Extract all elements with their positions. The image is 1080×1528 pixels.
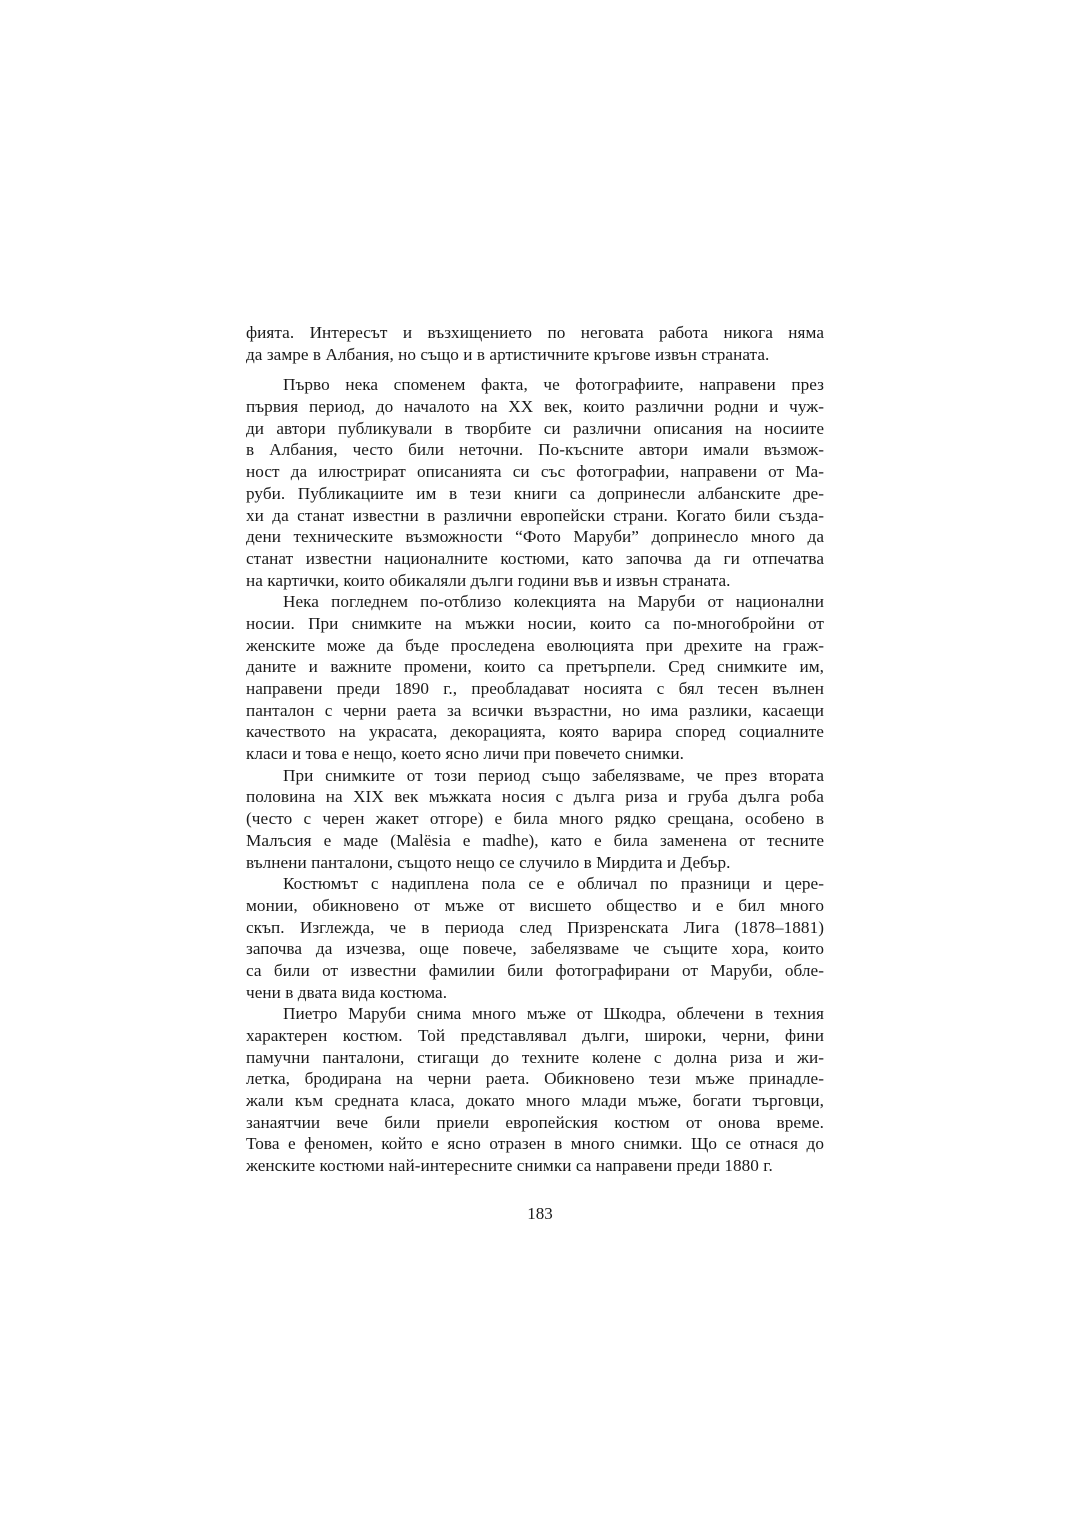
text-line: женските костюми най-интересните снимки са направени преди 1880 г. (246, 1156, 773, 1176)
text-line: в Албания, често били неточни. По-късните автори имали възмож- (246, 440, 824, 460)
paragraph-spacer (246, 365, 824, 374)
page-number: 183 (527, 1204, 553, 1223)
paragraph (246, 765, 824, 873)
text-line: занаятчии вече били приели европейския костюм от онова време. (246, 1112, 824, 1132)
paragraph (246, 374, 824, 591)
paragraph (246, 591, 824, 765)
text-line: направени преди 1890 г., преобладават носията с бял тесен вълнен (246, 679, 824, 698)
text-line: женските може да бъде проследена еволюцията при дрехите на граж- (246, 635, 824, 655)
text-line: характерен костюм. Той представлявал дълги, широки, черни, фини (246, 1026, 824, 1045)
text-line: Нека погледнем по-отблизо колекцията на Маруби от национални (283, 592, 824, 612)
text-line: Пиетро Маруби снима много мъже от Шкодра, облечени в техния (283, 1004, 824, 1024)
text-line: (често с черен жакет отгоре) е била много рядко срещана, особено в (246, 809, 824, 829)
text-line: станат известни националните костюми, като започва да ги отпечатва (246, 548, 824, 568)
text-line: да замре в Албания, но също и в артистичните кръгове извън страната. (246, 344, 770, 364)
text-line: монии, обикновено от мъже от висшето общество и е бил много (246, 895, 824, 915)
text-line: половина на XIX век мъжката носия с дълга риза и груба дълга роба (246, 787, 824, 807)
text-line: вълнени панталони, същото нещо се случило в Мирдита и Дебър. (246, 852, 731, 872)
text-line: на картички, които обикаляли дълги години във и извън страната. (246, 570, 731, 590)
text-line: качеството на украсата, декорацията, която варира според социалните (246, 722, 824, 742)
paragraph (246, 873, 824, 1003)
text-line: фията. Интересът и възхищението по неговата работа никога няма (246, 323, 824, 342)
text-line: Малъсия е маде (Malësia e madhe), като е била заменена от тесните (246, 830, 824, 850)
text-line: летка, бродирана на черни раета. Обикновено тези мъже принадле- (246, 1069, 824, 1089)
text-line: скъп. Изглежда, че в периода след Призренската Лига (1878–1881) (246, 917, 824, 937)
text-line: дени техническите възможности “Фото Маруби” допринесло много да (246, 527, 824, 547)
text-line: При снимките от този период също забелязваме, че през втората (283, 765, 824, 785)
paragraph (246, 1003, 824, 1177)
text-line: класи и това е нещо, което ясно личи при повечето снимки. (246, 744, 684, 764)
text-line: хи да станат известни в различни европейски страни. Когато били създа- (246, 505, 824, 525)
text-line: първия период, до началото на XX век, които различни родни и чуж- (246, 397, 824, 417)
paragraph (246, 322, 824, 365)
text-line: чени в двата вида костюма. (246, 982, 448, 1002)
text-line: панталон с черни раета за всички възрастни, но има разлики, касаещи (246, 700, 824, 720)
text-line: носии. При снимките на мъжки носии, които са по-многобройни от (246, 613, 824, 633)
text-line: започва да изчезва, още повече, забелязваме че същите хора, които (246, 939, 824, 959)
text-line: руби. Публикациите им в тези книги са допринесли албанските дре- (246, 483, 824, 503)
text-line: Това е феномен, който е ясно отразен в много снимки. Що се отнася до (246, 1134, 824, 1154)
text-line: са били от известни фамилии били фотографирани от Маруби, обле- (246, 960, 824, 980)
text-line: ди автори публикували в творбите си различни описания на носиите (246, 418, 824, 438)
text-line: памучни панталони, стигащи до техните колене с долна риза и жи- (246, 1047, 824, 1067)
text-line: даните и важните промени, които са претърпели. Сред снимките им, (246, 657, 824, 677)
text-line: Първо нека споменем факта, че фотографиите, направени през (283, 375, 824, 395)
text-line: жали към средната класа, докато много млади мъже, богати търговци, (246, 1091, 824, 1111)
text-line: ност да илюстрират описанията си със фотографии, направени от Ма- (246, 462, 824, 482)
text-line: Костюмът с надиплена пола се е обличал по празници и цере- (283, 874, 824, 894)
body-text (246, 322, 824, 1177)
